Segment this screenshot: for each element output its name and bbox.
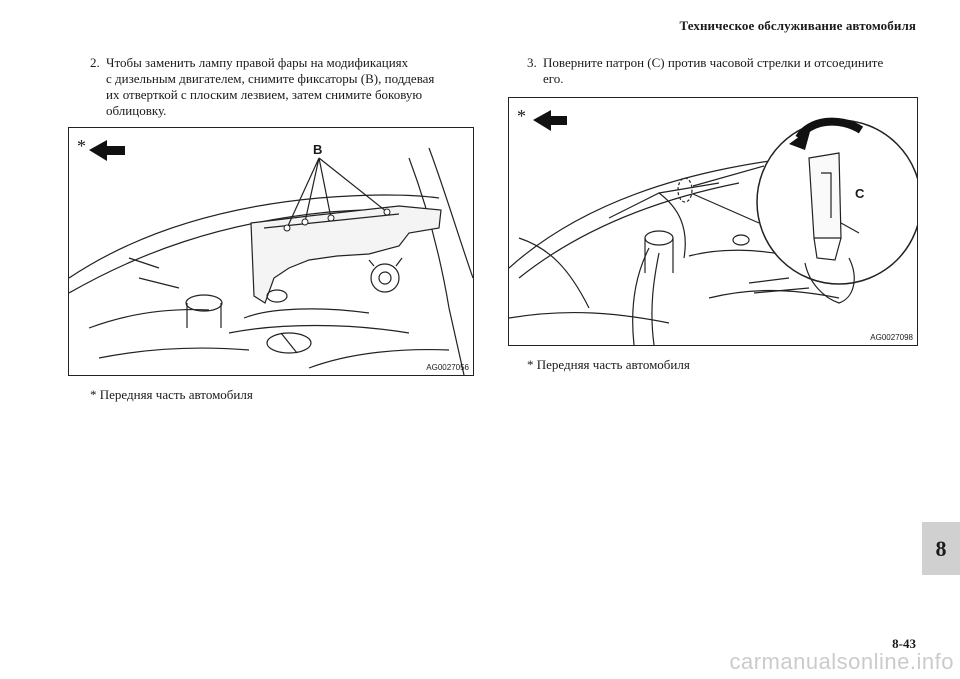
front-direction-arrow-icon <box>89 140 125 161</box>
figure-1-caption: * Передняя часть автомобиля <box>90 387 253 402</box>
step-2-text <box>90 55 470 119</box>
watermark: carmanualsonline.info <box>729 649 954 674</box>
page-header-title: Техническое обслуживание автомобиля <box>679 18 916 33</box>
step-2-number: 2. <box>90 55 100 70</box>
step-3-line-2: его. <box>543 71 564 86</box>
figure-2-code: AG0027098 <box>870 333 913 342</box>
figure-side-trim-removal <box>68 127 474 376</box>
figure-1-star: * <box>77 136 86 156</box>
figure-2-label-c: C <box>855 186 865 201</box>
step-3-line-1: Поверните патрон (C) против часовой стрелки и отсоедините <box>543 55 884 70</box>
step-2-line-1: Чтобы заменить лампу правой фары на модификациях <box>106 55 409 70</box>
figure-2-star: * <box>517 106 526 126</box>
figure-1-label-b: B <box>313 142 323 157</box>
step-3-number: 3. <box>527 55 537 70</box>
page-number: 8-43 <box>892 636 916 651</box>
chapter-tab: 8 <box>922 522 960 575</box>
figure-1-code: AG0027056 <box>426 363 469 372</box>
engine-bay-illustration-1 <box>69 128 473 375</box>
step-2-line-2: с дизельным двигателем, снимите фиксаторы (B), поддевая <box>106 71 435 86</box>
front-direction-arrow-icon <box>533 110 567 131</box>
step-2-line-3: их отверткой с плоским лезвием, затем снимите боковую <box>106 87 423 102</box>
engine-bay-illustration-2 <box>509 98 917 345</box>
figure-socket-removal <box>508 97 918 346</box>
step-3-text <box>527 55 917 87</box>
figure-2-caption: * Передняя часть автомобиля <box>527 357 690 372</box>
step-2-line-4: облицовку. <box>106 103 167 118</box>
